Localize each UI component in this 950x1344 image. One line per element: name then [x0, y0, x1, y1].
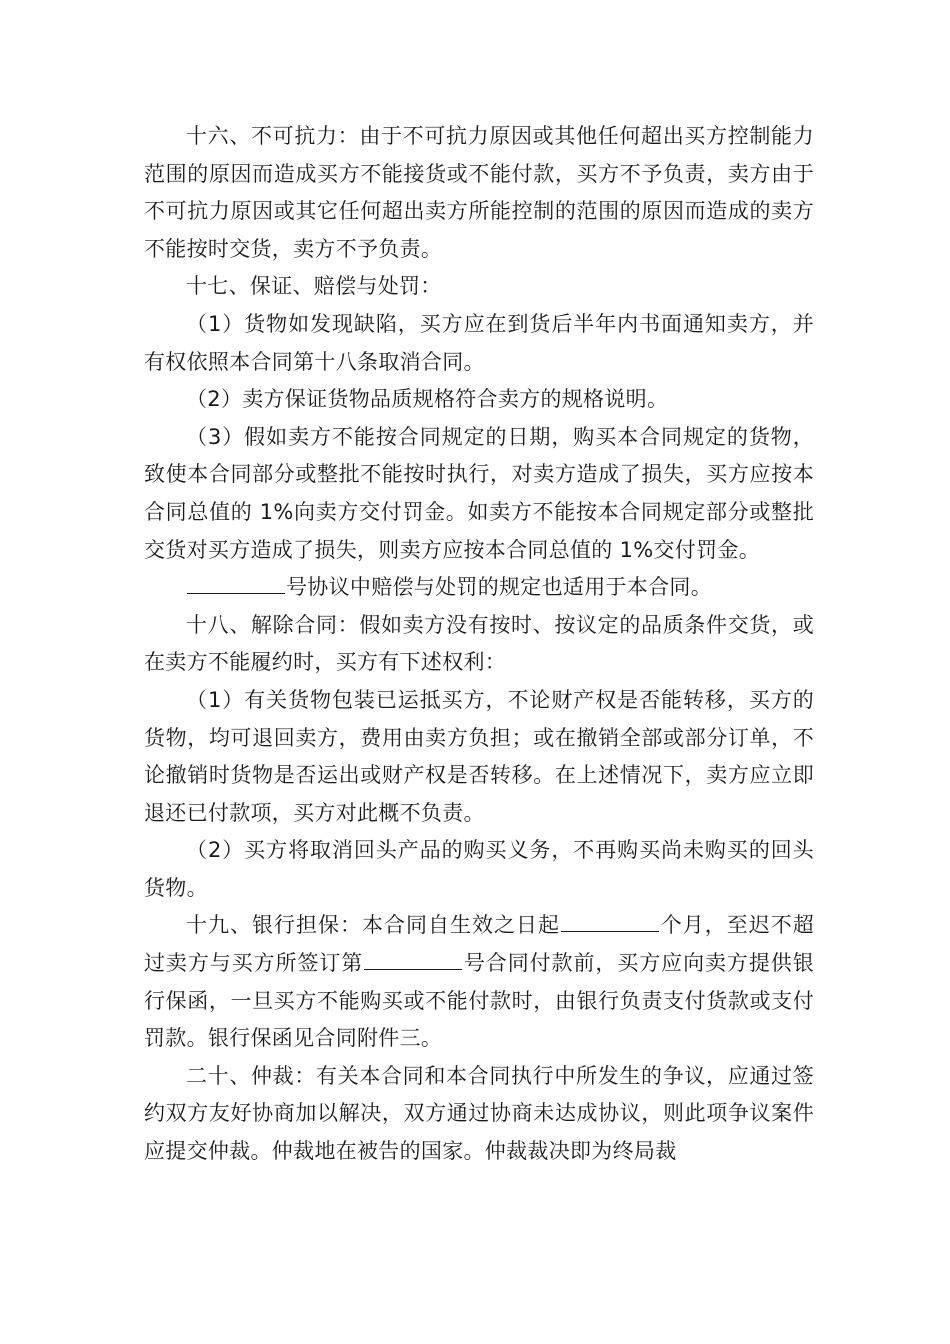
clause-17-agreement-text: 号协议中赔偿与处罚的规定也适用于本合同。 — [286, 575, 712, 600]
document-page — [144, 118, 814, 1171]
clause-19-part-a: 十九、银行担保：本合同自生效之日起 — [186, 913, 560, 938]
clause-19-bank-guarantee — [144, 907, 814, 1057]
clause-17-heading: 十七、保证、赔偿与处罚： — [186, 274, 442, 299]
months-blank[interactable] — [561, 909, 659, 932]
clause-18-termination: 十八、解除合同：假如卖方没有按时、按议定的品质条件交货，或在卖方不能履约时，买方有下述权利： — [144, 612, 814, 675]
clause-18-item-1: （1）有关货物包装已运抵买方，不论财产权是否能转移，买方的货物，均可退回卖方，费用由卖方负担；或在撤销全部或部分订单，不论撤销时货物是否运出或财产权是否转移。在上述情况下，卖方应立即退还已付款项，买方对此概不负责。 — [144, 687, 814, 825]
clause-19-part-b: 个月，至迟不超过卖方与买方所签订第 — [144, 913, 814, 976]
clause-20-arbitration: 二十、仲裁：有关本合同和本合同执行中所发生的争议，应通过签约双方友好协商加以解决，双方通过协商未达成协议，则此项争议案件应提交仲裁。仲裁地在被告的国家。仲裁裁决即为终局裁 — [144, 1063, 814, 1164]
clause-17-item-1: （1）货物如发现缺陷，买方应在到货后半年内书面通知卖方，并有权依照本合同第十八条取消合同。 — [144, 311, 814, 374]
contract-number-blank[interactable] — [364, 947, 462, 970]
clause-17-item-3: （3）假如卖方不能按合同规定的日期，购买本合同规定的货物，致使本合同部分或整批不能按时执行，对卖方造成了损失，买方应按本合同总值的 1%向卖方交付罚金。如卖方不能按本合同规定部分或整批交货对买方造成了损失，则卖方应按本合同总值的 1%交付罚金。 — [144, 424, 814, 562]
clause-17-agreement-reference — [144, 569, 814, 607]
clause-18-item-2: （2）买方将取消回头产品的购买义务，不再购买尚未购买的回头货物。 — [144, 838, 814, 900]
clause-17-item-2: （2）卖方保证货物品质规格符合卖方的规格说明。 — [186, 387, 669, 412]
clause-19-part-c: 号合同付款前，买方应向卖方提供银行保函，一旦买方不能购买或不能付款时，由银行负责支付货款或支付罚款。银行保函见合同附件三。 — [144, 951, 814, 1051]
agreement-number-blank[interactable] — [187, 571, 285, 594]
clause-16-force-majeure: 十六、不可抗力：由于不可抗力原因或其他任何超出买方控制能力范围的原因而造成买方不能接货或不能付款，买方不予负责，卖方由于不可抗力原因或其它任何超出卖方所能控制的范围的原因而造成的卖方不能按时交货，卖方不予负责。 — [144, 124, 814, 261]
